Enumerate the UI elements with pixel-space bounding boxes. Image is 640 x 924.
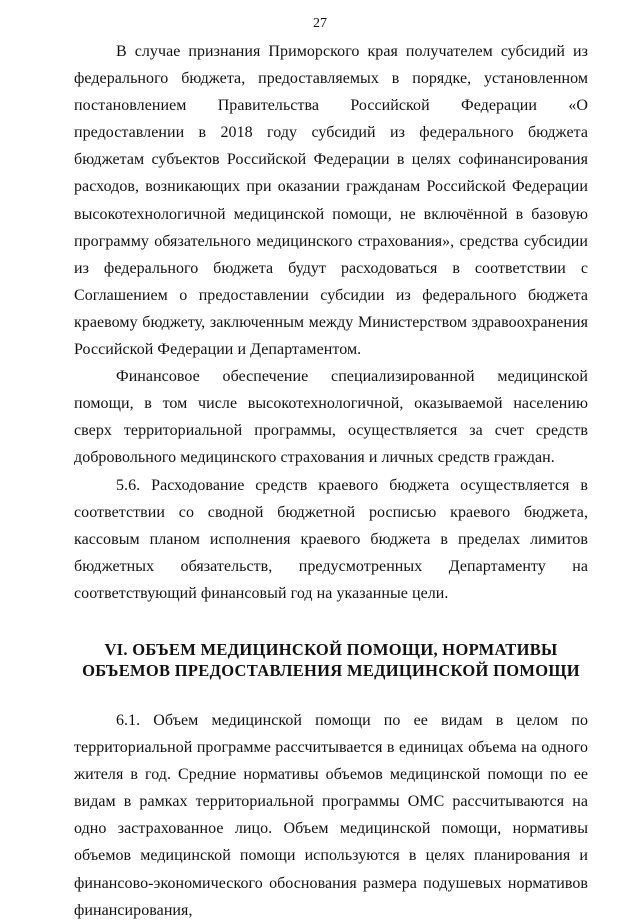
section-heading-line-1: VI. ОБЪЕМ МЕДИЦИНСКОЙ ПОМОЩИ, НОРМАТИВЫ	[104, 639, 558, 659]
document-body	[74, 38, 588, 924]
paragraph-5-6: 5.6. Расходование средств краевого бюджета осуществляется в соответствии со сводной бюджетной росписью краевого бюджета, кассовым планом исполнения краевого бюджета в пределах лимитов бюджетных обязательств, предусмотренных Департаменту на соответствующий финансовый год на указанные цели.	[74, 476, 588, 602]
section-heading-line-2: ОБЪЕМОВ ПРЕДОСТАВЛЕНИЯ МЕДИЦИНСКОЙ ПОМОЩИ	[82, 660, 580, 680]
section-heading	[74, 639, 588, 681]
paragraph-federal-subsidies: В случае признания Приморского края получателем субсидий из федерального бюджета, предоставляемых в порядке, установленном постановлением Правительства Российской Федерации «О предоставлении в 2018 году субсидий из федерального бюджета бюджетам субъектов Российской Федерации в целях софинансирования расходов, возникающих при оказании гражданам Российской Федерации высокотехнологичной медицинской помощи, не включённой в базовую программу обязательного медицинского страхования», средства субсидии из федерального бюджета будут расходоваться в соответствии с Соглашением о предоставлении субсидии из федерального бюджета краевому бюджету, заключенным между Министерством здравоохранения Российской Федерации и Департаментом.	[74, 43, 588, 359]
paragraph-6-1: 6.1. Объем медицинской помощи по ее видам в целом по территориальной программе рассчитывается в единицах объема на одного жителя в год. Средние нормативы объемов медицинской помощи по ее видам в рамках территориальной программы ОМС рассчитываются на одно застрахованное лицо. Объем медицинской помощи, нормативы объемов медицинской помощи используются в целях планирования и финансово-экономического обоснования размера подушевых нормативов финансирования,	[74, 711, 588, 919]
page-number: 27	[313, 16, 327, 31]
paragraph-financial-support: Финансовое обеспечение специализированной медицинской помощи, в том числе высокотехнологичной, оказываемой населению сверх территориальной программы, осуществляется за счет средств добровольного медицинского страхования и личных средств граждан.	[74, 368, 588, 467]
